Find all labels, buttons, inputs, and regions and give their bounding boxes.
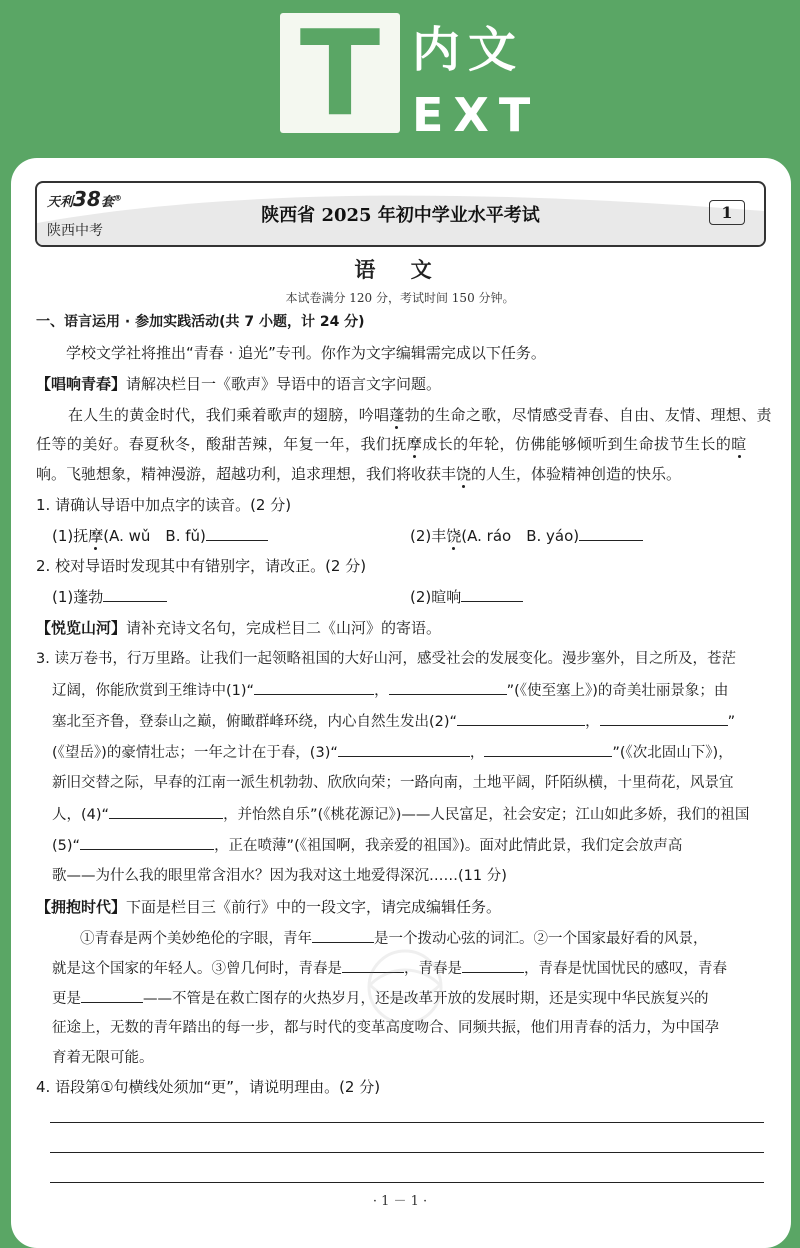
text-span: ”(《次北固山下》)， [612,745,733,761]
dotted-char: 蓬 [389,406,405,424]
part2-tag: 【悦览山河】 [36,619,127,637]
text-span: (1)蓬勃 [52,588,104,606]
text-span: 人，(4)“ [52,807,110,823]
question3-line5: 新旧交替之际，早春的江南一派生机勃勃、欣欣向荣；一路向南，土地平阔，阡陌纵横，十里荷花，风景宜 [52,775,734,791]
text-span: ，青春是 [404,961,462,977]
answer-line[interactable] [50,1182,764,1183]
text-span: (2)丰 [410,527,447,545]
text-span: ”(《使至塞上》)的奇美壮丽景象；由 [506,683,729,699]
exam-note: 本试卷满分 120 分，考试时间 150 分钟。 [285,291,515,305]
question3-line3 [52,711,735,732]
question4-stem: 4. 语段第①句横线处须加“更”，请说明理由。(2 分) [36,1078,381,1096]
text-span: ， [469,745,485,761]
watermark-logo [330,945,480,1035]
answer-blank[interactable] [312,928,374,943]
answer-line[interactable] [50,1122,764,1123]
answer-blank[interactable] [600,711,728,726]
text-span: (《望岳》)的豪情壮志；一年之计在于春，(3)“ [52,745,338,761]
section-intro: 学校文学社将推出“青春 · 追光”专刊。你作为文字编辑需完成以下任务。 [66,344,546,362]
text-span: (1)抚 [52,527,89,545]
text-span: 响。飞驰想象，精神漫游，超越功利，追求理想，我们将收获丰 [36,465,457,483]
part3-text: 下面是栏目三《前行》中的一段文字，请完成编辑任务。 [126,898,502,916]
section-heading: 一、语言运用 · 参加实践活动(共 7 小题，计 24 分) [36,314,365,330]
passage1-line2 [36,434,747,454]
answer-blank[interactable] [206,526,268,541]
question3-line1: 3. 读万卷书，行万里路。让我们一起领略祖国的大好山河，感受社会的发展变化。漫步塞外，目之所及，苍茫 [36,651,736,667]
dotted-char: 暄 [731,435,747,453]
t-letter: T [299,4,381,142]
page-number: · 1 － 1 · [372,1194,428,1209]
question1-item1 [52,526,268,546]
text-span: (5)“ [52,838,81,854]
subject-title: 语 文 [354,257,446,282]
logo-registered-mark: ® [113,193,122,203]
paper-number-badge: 1 [709,200,745,225]
dotted-char: 摩 [88,527,104,545]
text-span: (A. wǔ B. fǔ) [103,527,206,545]
passage3-line4: 征途上，无数的青年踏出的每一步，都与时代的变革高度吻合、同频共振，他们用青春的活力，为中国孕 [52,1020,719,1036]
text-span: 就是这个国家的年轻人。③曾几何时，青春是 [52,961,342,977]
text-span: ” [727,714,736,730]
answer-blank[interactable] [579,526,643,541]
text-span: ①青春是两个美妙绝伦的字眼，青年 [80,931,312,947]
logo-text-c: 套 [100,195,114,210]
answer-blank[interactable] [457,711,585,726]
text-span: 在人生的黄金时代，我们乘着歌声的翅膀，吟唱 [68,406,390,424]
question3-line2 [52,680,728,701]
dotted-char: 摩 [406,435,423,453]
header-chinese-title: 内文 [412,22,525,78]
question3-line6 [52,804,749,825]
text-span: (A. ráo B. yáo) [461,527,580,545]
text-span: 任等的美好。春夏秋冬，酸甜苦辣，年复一年，我们抚 [36,435,407,453]
exam-banner [35,181,766,247]
text-span: 塞北至齐鲁，登泰山之巅，俯瞰群峰环绕，内心自然生发出(2)“ [52,714,458,730]
text-span: ， [585,714,600,730]
dotted-char: 饶 [446,527,462,545]
logo-text-b: 38 [73,187,101,211]
text-span: ——不管是在救亡图存的火热岁月，还是改革开放的发展时期，还是实现中华民族复兴的 [143,991,709,1007]
question3-line7 [52,835,682,856]
answer-blank[interactable] [109,804,223,819]
answer-blank[interactable] [461,587,523,602]
passage1-line3 [36,464,681,484]
t-letter-box [280,4,400,142]
text-span: ，并怡然自乐”(《桃花源记》)——人民富足，社会安定；江山如此多娇，我们的祖国 [223,807,750,823]
text-span: 的人生，体验精神创造的快乐。 [471,465,682,483]
question1-item2 [410,526,643,546]
part2-text: 请补充诗文名句，完成栏目二《山河》的寄语。 [126,619,442,637]
text-span: 勃的生命之歌，尽情感受青春、自由、友情、理想、责 [404,406,772,424]
text-span: 是一个拨动心弦的词汇。②一个国家最好看的风景， [374,931,708,947]
question2-stem: 2. 校对导语时发现其中有错别字，请改正。(2 分) [36,557,367,575]
part1-instruction [36,374,441,394]
question1-stem: 1. 请确认导语中加点字的读音。(2 分) [36,496,292,514]
answer-blank[interactable] [484,742,612,757]
question3-line4 [52,742,733,763]
passage3-line5: 育着无限可能。 [52,1050,154,1066]
part2-instruction [36,618,441,638]
header-banner [0,0,800,160]
text-span: 辽阔，你能欣赏到王维诗中(1)“ [52,683,255,699]
part1-tag: 【唱响青春】 [36,375,127,393]
text-span: (2)暄响 [410,588,462,606]
exam-title: 陕西省 2025 年初中学业水平考试 [261,205,540,226]
dotted-char: 饶 [456,465,472,483]
answer-blank[interactable] [103,587,167,602]
question2-item1 [52,587,167,607]
part3-instruction [36,897,501,917]
region-label: 陕西中考 [47,223,103,239]
part3-tag: 【拥抱时代】 [36,898,127,916]
answer-blank[interactable] [80,835,214,850]
answer-blank[interactable] [389,680,507,695]
question2-item2 [410,587,523,607]
answer-blank[interactable] [254,680,374,695]
answer-blank[interactable] [338,742,470,757]
logo-text-a: 天利 [47,195,74,210]
text-span: ，青春是忧国忧民的感叹，青春 [524,961,727,977]
text-span: 成长的年轮，仿佛能够倾听到生命拔节生长的 [422,435,732,453]
question3-line8: 歌——为什么我的眼里常含泪水？因为我对这土地爱得深沉……(11 分) [52,868,507,884]
text-span: ， [374,683,389,699]
part1-text: 请解决栏目一《歌声》导语中的语言文字问题。 [126,375,442,393]
answer-line[interactable] [50,1152,764,1153]
text-span: ，正在喷薄”(《祖国啊，我亲爱的祖国》)。面对此情此景，我们定会放声高 [214,838,683,854]
text-span: 更是 [52,991,81,1007]
answer-blank[interactable] [81,988,143,1003]
passage1-line1 [68,405,772,425]
header-english-title: EXT [412,88,541,142]
